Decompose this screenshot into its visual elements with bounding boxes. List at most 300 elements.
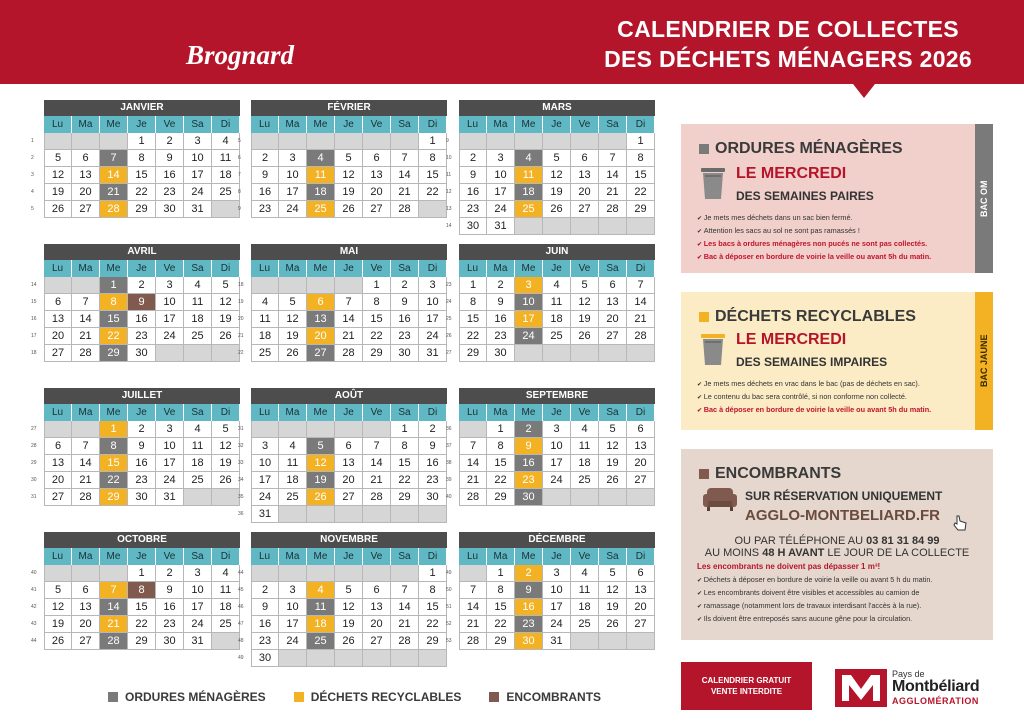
day-cell: 24	[543, 472, 571, 489]
day-cell: 17	[156, 455, 184, 472]
weekday-label: Ve	[571, 404, 599, 421]
day-cell: 7	[459, 438, 487, 455]
weekday-label: Lu	[251, 548, 279, 565]
day-cell: 23	[156, 184, 184, 201]
empty-day-cell	[72, 277, 100, 294]
week-number: 3	[31, 172, 34, 178]
week-number: 31	[238, 426, 244, 432]
weekday-label: Ma	[487, 260, 515, 277]
day-cell: 24	[279, 201, 307, 218]
weekday-label: Lu	[459, 260, 487, 277]
week-number: 9	[238, 206, 241, 212]
week-row	[30, 201, 240, 218]
day-cell: 12	[44, 167, 72, 184]
day-cell: 31	[487, 218, 515, 235]
week-number: 6	[238, 155, 241, 161]
empty-day-cell	[251, 133, 279, 150]
weekday-label: Sa	[599, 548, 627, 565]
panel-side-label: BAC OM	[975, 124, 993, 273]
day-cell: 4	[571, 421, 599, 438]
legend-swatch-brown	[489, 692, 499, 702]
day-cell: 8	[363, 294, 391, 311]
rule-item: ✔ Bac à déposer en bordure de voirie la veille ou avant 5h du matin.	[697, 404, 979, 417]
day-cell: 8	[487, 438, 515, 455]
empty-day-cell	[599, 489, 627, 506]
day-cell: 5	[212, 421, 240, 438]
day-cell: 18	[279, 472, 307, 489]
empty-day-cell	[543, 133, 571, 150]
day-cell: 4	[571, 565, 599, 582]
empty-day-cell	[599, 218, 627, 235]
day-cell: 23	[128, 328, 156, 345]
day-cell: 4	[184, 277, 212, 294]
day-cell: 12	[571, 294, 599, 311]
day-cell: 19	[212, 455, 240, 472]
day-cell: 24	[251, 489, 279, 506]
day-cell: 11	[307, 599, 335, 616]
week-row	[237, 421, 447, 438]
empty-day-cell	[627, 633, 655, 650]
day-cell: 30	[459, 218, 487, 235]
day-cell: 23	[459, 201, 487, 218]
day-cell: 10	[487, 167, 515, 184]
week-number: 5	[31, 206, 34, 212]
day-cell: 7	[100, 150, 128, 167]
week-number: 41	[31, 587, 37, 593]
rule-item: ✔ Bac à déposer en bordure de voirie la veille ou avant 5h du matin.	[697, 251, 979, 264]
day-cell: 14	[391, 167, 419, 184]
weekday-label: Di	[627, 260, 655, 277]
day-cell: 26	[307, 489, 335, 506]
day-cell: 19	[335, 616, 363, 633]
day-cell: 23	[515, 472, 543, 489]
day-cell: 6	[627, 421, 655, 438]
weekday-label: Lu	[44, 116, 72, 133]
weekday-label: Me	[100, 260, 128, 277]
empty-day-cell	[44, 421, 72, 438]
day-cell: 19	[599, 455, 627, 472]
week-row	[445, 438, 655, 455]
day-cell: 18	[307, 184, 335, 201]
day-cell: 15	[419, 599, 447, 616]
day-cell: 1	[128, 565, 156, 582]
day-cell: 3	[156, 421, 184, 438]
day-cell: 27	[307, 345, 335, 362]
day-cell: 27	[627, 616, 655, 633]
day-cell: 17	[543, 455, 571, 472]
day-cell: 7	[627, 277, 655, 294]
empty-day-cell	[515, 133, 543, 150]
weekday-label: Ve	[571, 548, 599, 565]
day-cell: 30	[515, 489, 543, 506]
weekday-label: Lu	[251, 404, 279, 421]
empty-day-cell	[44, 565, 72, 582]
day-cell: 9	[419, 438, 447, 455]
day-cell: 20	[72, 616, 100, 633]
day-cell: 29	[487, 633, 515, 650]
month-1	[30, 100, 240, 218]
day-cell: 12	[543, 167, 571, 184]
day-cell: 16	[128, 311, 156, 328]
weekday-label: Ma	[72, 260, 100, 277]
rule-item: ✔ Je mets mes déchets en vrac dans le bac (pas de déchets en sac).	[697, 378, 979, 391]
week-row	[445, 133, 655, 150]
logo-mark-icon	[835, 669, 887, 707]
week-row	[30, 150, 240, 167]
week-row	[30, 328, 240, 345]
day-cell: 20	[44, 472, 72, 489]
week-row	[445, 150, 655, 167]
day-cell: 5	[571, 277, 599, 294]
empty-day-cell	[543, 489, 571, 506]
weekday-label: Sa	[391, 260, 419, 277]
week-row	[30, 582, 240, 599]
weekday-header	[459, 404, 655, 421]
phone-number[interactable]: 03 81 31 84 99	[866, 535, 940, 547]
empty-day-cell	[335, 506, 363, 523]
day-cell: 22	[487, 616, 515, 633]
day-cell: 11	[184, 294, 212, 311]
weekday-label: Ma	[72, 116, 100, 133]
day-cell: 7	[100, 582, 128, 599]
week-row	[30, 616, 240, 633]
month-name: JUILLET	[44, 388, 240, 404]
day-cell: 6	[44, 294, 72, 311]
website-link[interactable]: AGGLO-MONTBELIARD.FR	[745, 507, 940, 524]
day-cell: 23	[251, 633, 279, 650]
week-row	[237, 472, 447, 489]
empty-day-cell	[279, 565, 307, 582]
day-cell: 15	[100, 455, 128, 472]
day-cell: 11	[184, 438, 212, 455]
day-cell: 20	[363, 184, 391, 201]
rule-item: ✔ Les bacs à ordures ménagères non pucés ne sont pas collectés.	[697, 238, 979, 251]
day-cell: 4	[279, 438, 307, 455]
day-cell: 8	[487, 582, 515, 599]
week-number: 43	[31, 621, 37, 627]
week-row	[445, 599, 655, 616]
week-row	[237, 133, 447, 150]
day-cell: 5	[307, 438, 335, 455]
week-number: 36	[446, 426, 452, 432]
day-cell: 28	[391, 201, 419, 218]
week-number: 27	[446, 350, 452, 356]
week-number: 33	[238, 460, 244, 466]
empty-day-cell	[391, 506, 419, 523]
week-row	[30, 421, 240, 438]
day-cell: 3	[515, 277, 543, 294]
day-cell: 3	[251, 438, 279, 455]
day-cell: 2	[156, 565, 184, 582]
day-cell: 23	[128, 472, 156, 489]
day-cell: 9	[128, 294, 156, 311]
weekday-label: Je	[128, 404, 156, 421]
day-cell: 13	[599, 294, 627, 311]
empty-day-cell	[184, 489, 212, 506]
panel-encombrants	[681, 449, 993, 640]
weekday-label: Lu	[459, 116, 487, 133]
day-cell: 23	[419, 472, 447, 489]
day-cell: 26	[44, 201, 72, 218]
day-cell: 2	[515, 565, 543, 582]
weekday-label: Di	[627, 548, 655, 565]
day-cell: 24	[419, 328, 447, 345]
day-cell: 3	[279, 150, 307, 167]
pointer-hand-icon	[953, 515, 967, 531]
week-row	[237, 277, 447, 294]
week-number: 46	[238, 604, 244, 610]
empty-day-cell	[627, 218, 655, 235]
weekday-label: Sa	[184, 548, 212, 565]
day-cell: 25	[571, 472, 599, 489]
day-cell: 5	[212, 277, 240, 294]
month-4	[30, 244, 240, 362]
month-name: MAI	[251, 244, 447, 260]
day-cell: 31	[184, 201, 212, 218]
week-number: 30	[31, 477, 37, 483]
day-cell: 16	[515, 455, 543, 472]
day-cell: 29	[419, 633, 447, 650]
page-title	[604, 14, 972, 74]
empty-day-cell	[515, 218, 543, 235]
logo-text-1: Pays de	[892, 669, 925, 679]
day-cell: 23	[515, 616, 543, 633]
day-cell: 7	[72, 438, 100, 455]
day-cell: 17	[487, 184, 515, 201]
day-cell: 22	[419, 616, 447, 633]
day-cell: 1	[128, 133, 156, 150]
day-cell: 2	[128, 277, 156, 294]
panel-title	[699, 465, 841, 483]
month-name: FÉVRIER	[251, 100, 447, 116]
weekday-label: Sa	[391, 404, 419, 421]
day-cell: 30	[156, 201, 184, 218]
day-cell: 25	[307, 633, 335, 650]
agglomeration-logo	[835, 667, 1015, 711]
week-row	[237, 294, 447, 311]
day-cell: 31	[251, 506, 279, 523]
week-number: 23	[446, 282, 452, 288]
day-cell: 1	[391, 421, 419, 438]
week-number: 18	[31, 350, 37, 356]
day-cell: 3	[487, 150, 515, 167]
day-cell: 11	[543, 294, 571, 311]
day-cell: 15	[487, 599, 515, 616]
month-name: SEPTEMBRE	[459, 388, 655, 404]
empty-day-cell	[363, 133, 391, 150]
day-cell: 5	[335, 150, 363, 167]
collection-weeks: DES SEMAINES IMPAIRES	[736, 355, 888, 369]
day-cell: 5	[44, 150, 72, 167]
week-number: 47	[238, 621, 244, 627]
day-cell: 23	[391, 328, 419, 345]
week-number: 10	[446, 155, 452, 161]
panel-title-text: ENCOMBRANTS	[715, 465, 842, 482]
day-cell: 19	[335, 184, 363, 201]
day-cell: 3	[543, 421, 571, 438]
day-cell: 26	[279, 345, 307, 362]
day-cell: 21	[72, 472, 100, 489]
panel-title-text: DÉCHETS RECYCLABLES	[715, 308, 916, 325]
rules-list	[697, 378, 979, 417]
week-row	[237, 455, 447, 472]
day-cell: 28	[335, 345, 363, 362]
week-number: 49	[238, 655, 244, 661]
collection-day: LE MERCREDI	[736, 331, 847, 348]
day-cell: 26	[335, 633, 363, 650]
day-cell: 13	[44, 455, 72, 472]
day-cell: 4	[184, 421, 212, 438]
weekday-label: Ve	[156, 116, 184, 133]
day-cell: 18	[307, 616, 335, 633]
legend-label: ORDURES MÉNAGÈRES	[125, 690, 266, 704]
delay-prefix: AU MOINS	[704, 547, 760, 559]
day-cell: 24	[156, 472, 184, 489]
day-cell: 19	[307, 472, 335, 489]
day-cell: 4	[515, 150, 543, 167]
day-cell: 10	[251, 455, 279, 472]
weekday-header	[44, 404, 240, 421]
week-number: 28	[31, 443, 37, 449]
day-cell: 2	[251, 150, 279, 167]
weekday-label: Me	[100, 404, 128, 421]
day-cell: 7	[335, 294, 363, 311]
day-cell: 14	[335, 311, 363, 328]
day-cell: 28	[627, 328, 655, 345]
phone-info	[681, 535, 993, 559]
day-cell: 14	[459, 599, 487, 616]
day-cell: 24	[543, 616, 571, 633]
day-cell: 24	[515, 328, 543, 345]
rule-item: ✔ Déchets à déposer en bordure de voirie la veille ou avant 5 h du matin.	[697, 574, 979, 587]
day-cell: 12	[44, 599, 72, 616]
day-cell: 18	[571, 599, 599, 616]
day-cell: 16	[251, 616, 279, 633]
empty-day-cell	[599, 633, 627, 650]
month-name: JANVIER	[44, 100, 240, 116]
empty-day-cell	[335, 565, 363, 582]
empty-day-cell	[599, 345, 627, 362]
week-number: 7	[238, 172, 241, 178]
day-cell: 21	[391, 616, 419, 633]
day-cell: 19	[571, 311, 599, 328]
weekday-label: Sa	[184, 404, 212, 421]
week-row	[237, 489, 447, 506]
week-number: 31	[31, 494, 37, 500]
month-6	[445, 244, 655, 362]
day-cell: 25	[251, 345, 279, 362]
day-cell: 20	[363, 616, 391, 633]
rule-item: ✔ ramassage (notamment lors de travaux interdisant l'accès à la rue).	[697, 600, 979, 613]
week-number: 45	[238, 587, 244, 593]
day-cell: 20	[627, 455, 655, 472]
day-cell: 31	[543, 633, 571, 650]
empty-day-cell	[515, 345, 543, 362]
logo-text-3: AGGLOMÉRATION	[892, 696, 979, 706]
week-row	[30, 455, 240, 472]
day-cell: 18	[212, 167, 240, 184]
empty-day-cell	[571, 345, 599, 362]
day-cell: 10	[279, 599, 307, 616]
week-row	[237, 184, 447, 201]
day-cell: 19	[44, 616, 72, 633]
empty-day-cell	[100, 565, 128, 582]
day-cell: 6	[335, 438, 363, 455]
day-cell: 22	[391, 472, 419, 489]
day-cell: 21	[391, 184, 419, 201]
month-name: OCTOBRE	[44, 532, 240, 548]
day-cell: 21	[459, 472, 487, 489]
empty-day-cell	[391, 650, 419, 667]
month-5	[237, 244, 447, 362]
day-cell: 26	[212, 472, 240, 489]
day-cell: 4	[251, 294, 279, 311]
day-cell: 13	[627, 582, 655, 599]
weekday-header	[459, 260, 655, 277]
empty-day-cell	[212, 633, 240, 650]
empty-day-cell	[419, 506, 447, 523]
day-cell: 17	[184, 599, 212, 616]
day-cell: 21	[627, 311, 655, 328]
week-row	[30, 294, 240, 311]
day-cell: 30	[487, 345, 515, 362]
day-cell: 27	[571, 201, 599, 218]
weekday-label: Me	[307, 260, 335, 277]
weekday-label: Lu	[459, 548, 487, 565]
weekday-label: Me	[307, 404, 335, 421]
week-number: 53	[446, 638, 452, 644]
day-cell: 22	[128, 616, 156, 633]
month-name: AOÛT	[251, 388, 447, 404]
week-row	[445, 167, 655, 184]
day-cell: 14	[100, 167, 128, 184]
day-cell: 20	[44, 328, 72, 345]
empty-day-cell	[459, 421, 487, 438]
empty-day-cell	[363, 421, 391, 438]
day-cell: 8	[128, 582, 156, 599]
day-cell: 14	[459, 455, 487, 472]
week-row	[237, 582, 447, 599]
week-row	[30, 311, 240, 328]
day-cell: 19	[543, 184, 571, 201]
week-row	[30, 438, 240, 455]
panel-square-icon	[699, 144, 709, 154]
day-cell: 15	[128, 599, 156, 616]
day-cell: 29	[100, 489, 128, 506]
day-cell: 15	[391, 455, 419, 472]
day-cell: 16	[156, 167, 184, 184]
day-cell: 31	[419, 345, 447, 362]
logo-text-2: Montbéliard	[892, 678, 980, 695]
weekday-label: Me	[307, 548, 335, 565]
day-cell: 2	[156, 133, 184, 150]
week-number: 12	[446, 189, 452, 195]
weekday-label: Di	[419, 260, 447, 277]
day-cell: 15	[128, 167, 156, 184]
day-cell: 9	[251, 599, 279, 616]
weekday-label: Ve	[363, 548, 391, 565]
header-banner	[0, 0, 1024, 84]
day-cell: 7	[599, 150, 627, 167]
empty-day-cell	[543, 345, 571, 362]
day-cell: 19	[599, 599, 627, 616]
weekday-header	[251, 116, 447, 133]
week-number: 8	[238, 189, 241, 195]
day-cell: 15	[627, 167, 655, 184]
month-7	[30, 388, 240, 506]
empty-day-cell	[279, 277, 307, 294]
day-cell: 11	[571, 582, 599, 599]
